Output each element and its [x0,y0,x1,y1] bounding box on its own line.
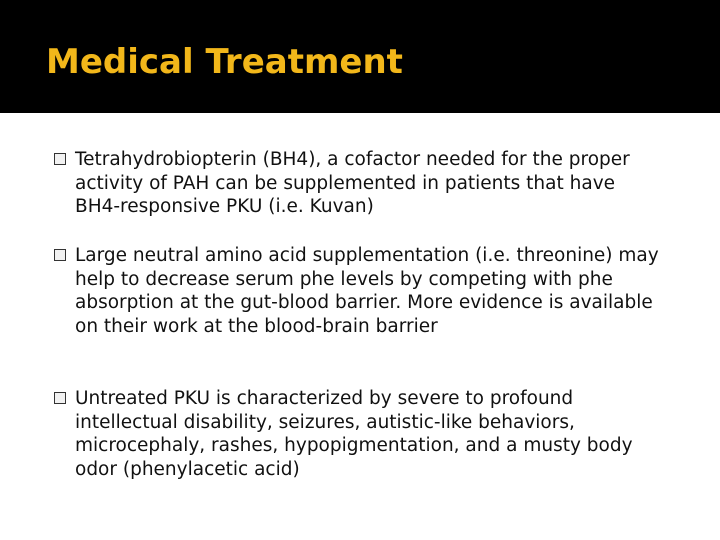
bullet-item [54,148,664,219]
checkbox-square-icon [54,153,66,165]
checkbox-square-icon [54,249,66,261]
slide-title: Medical Treatment [46,42,403,82]
bullet-text: Untreated PKU is characterized by severe to profound intellectual disability, seizures, autistic-like behaviors, microcephaly, rashes, hypopigmentation, and a musty body odor (phenylacetic acid) [75,388,633,480]
checkbox-square-icon [54,392,66,404]
bullet-text: Large neutral amino acid supplementation (i.e. threonine) may help to decrease serum phe levels by competing with phe absorption at the gut-blood barrier. More evidence is available on their work at the blood-brain barrier [75,245,659,337]
bullet-item [54,387,664,481]
bullet-item [54,244,664,338]
bullet-text: Tetrahydrobiopterin (BH4), a cofactor needed for the proper activity of PAH can be supplemented in patients that have BH4-responsive PKU (i.e. Kuvan) [75,149,630,217]
